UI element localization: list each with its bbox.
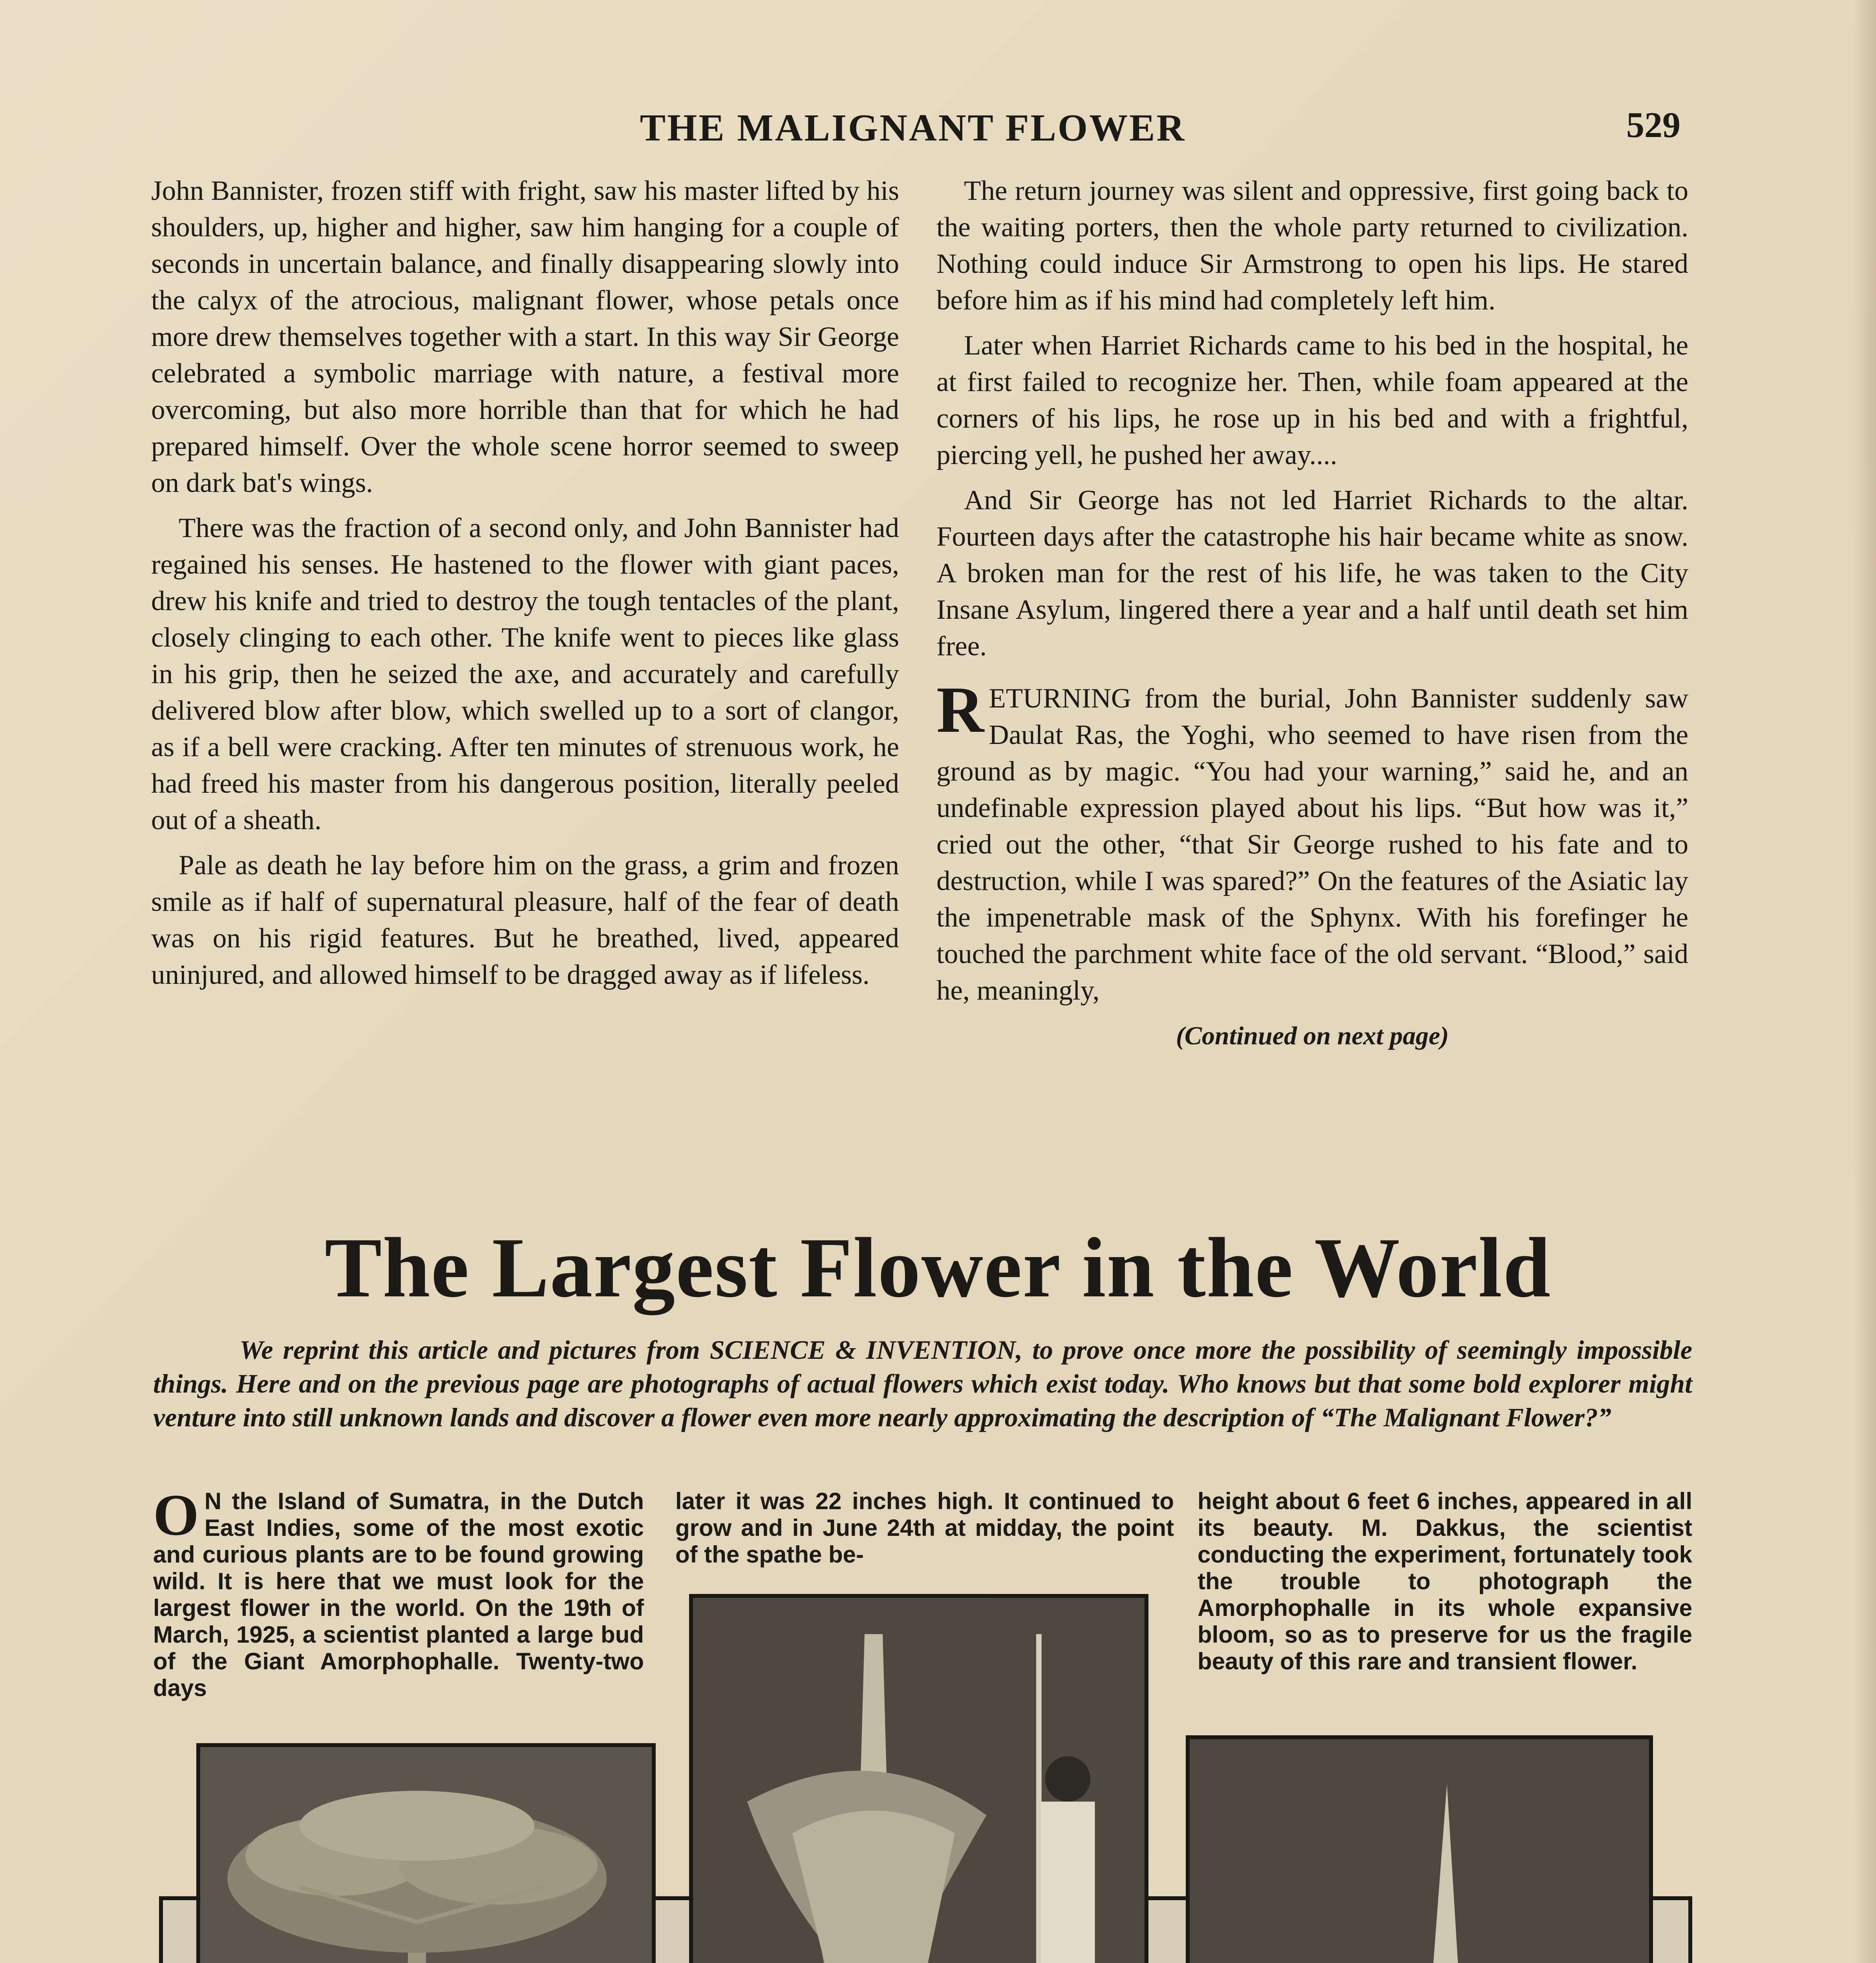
article-column-3: height about 6 feet 6 inches, appeared in all its beauty. M. Dakkus, the scientist conducting the experiment, fortunately took the trouble to photograph the Amorphophalle in its whole expansive bloom, so as to preserve for us the fragile beauty of this rare and transient flower. [1198,1488,1692,1674]
continued-note: (Continued on next page) [1176,1022,1449,1050]
story-paragraph: The return journey was silent and oppressive, first going back to the waiting porters, then the whole party returned to civilization. Nothing could induce Sir Armstrong to open his lips. He stared before him as if his mind had completely left him. [936,175,1688,316]
story-paragraph: And Sir George has not led Harriet Richards to the altar. Fourteen days after the catastrophe his hair became white as snow. A broken man for the rest of his life, he was taken to the City Insane Asylum, lingered there a year and a half until death set him free. [936,485,1688,662]
article-column-1 [153,1482,644,1702]
photo-amorphophalle-spire [1186,1735,1653,1963]
section-text: ETURNING from the burial, John Bannister suddenly saw Daulat Ras, the Yoghi, who seemed to have risen from the ground as by magic. “You had your warning,” said he, and an undefinable expression played about his lips. “But how was it,” cried out the other, “that Sir George rushed to his fate and to destruction, while I was spared?” On the features of the Asiatic lay the impenetrable mask of the Sphynx. With his forefinger he touched the parchment white face of the old servant. “Blood,” said he, meaningly, [936,683,1688,1006]
photo-amorphophalle-bloom [689,1594,1148,1963]
photo-frame-bracket [159,1896,202,1963]
article-dropcap: O [153,1482,199,1548]
story-section-paragraph [936,673,1688,1009]
photo-frame-bracket [1649,1896,1692,1963]
photo-frame-bracket [652,1896,695,1963]
story-column-right [936,173,1688,1054]
story-paragraph: Pale as death he lay before him on the grass, a grim and frozen smile as if half of supernatural pleasure, half of the fear of death was on his rigid features. But he breathed, lived, appeared uninjured, and allowed himself to be dragged away as if lifeless. [151,850,899,990]
page-number: 529 [1626,105,1680,145]
photo-frame-bracket [1143,1896,1190,1963]
running-title: THE MALIGNANT FLOWER [640,107,1186,149]
page-edge-shadow [1852,0,1876,1963]
story-paragraph: There was the fraction of a second only, and John Bannister had regained his senses. He hastened to the flower with giant paces, drew his knife and tried to destroy the tough tentacles of the plant, closely clinging to each other. The knife went to pieces like glass in his grip, then he seized the axe, and accurately and carefully delivered blow after blow, which swelled up to a sort of clangor, as if a bell were cracking. After ten minutes of strenuous work, he had freed his master from his dangerous position, literally peeled out of a sheath. [151,513,899,835]
article-column-2: later it was 22 inches high. It continued to grow and in June 24th at midday, the point of the spathe be- [675,1488,1174,1568]
article-headline: The Largest Flower in the World [324,1221,1551,1315]
article-intro: We reprint this article and pictures from SCIENCE & INVENTION, to prove once more the possibility of seemingly impossible things. Here and on the previous page are photographs of actual flowers which exist today. Who knows but that some bold explorer might venture into still unknown lands and discover a flower even more nearly approximating the description of “The Malignant Flower?” [153,1335,1692,1432]
story-paragraph: Later when Harriet Richards came to his bed in the hospital, he at first failed to recognize her. Then, while foam appeared at the corners of his lips, he rose up in his bed and with a frightful, piercing yell, he pushed her away.... [936,330,1688,470]
section-dropcap: R [936,673,984,746]
story-column-left [151,173,899,1002]
photo-amorphophalle-tree [196,1743,656,1963]
article-column-1-text: N the Island of Sumatra, in the Dutch East Indies, some of the most exotic and curious plants are to be found growing wild. It is here that we must look for the largest flower in the world. On the 19th of March, 1925, a scientist planted a large bud of the Giant Amorphophalle. Twenty-two days [153,1488,644,1701]
story-paragraph: John Bannister, frozen stiff with fright, saw his master lifted by his shoulders, up, higher and higher, saw him hanging for a couple of seconds in uncertain balance, and finally disappearing slowly into the calyx of the atrocious, malignant flower, whose petals once more drew themselves together with a start. In this way Sir George celebrated a symbolic marriage with nature, a festival more overcoming, but also more horrible than that for which he had prepared himself. Over the whole scene horror seemed to sweep on dark bat's wings. [151,175,899,498]
